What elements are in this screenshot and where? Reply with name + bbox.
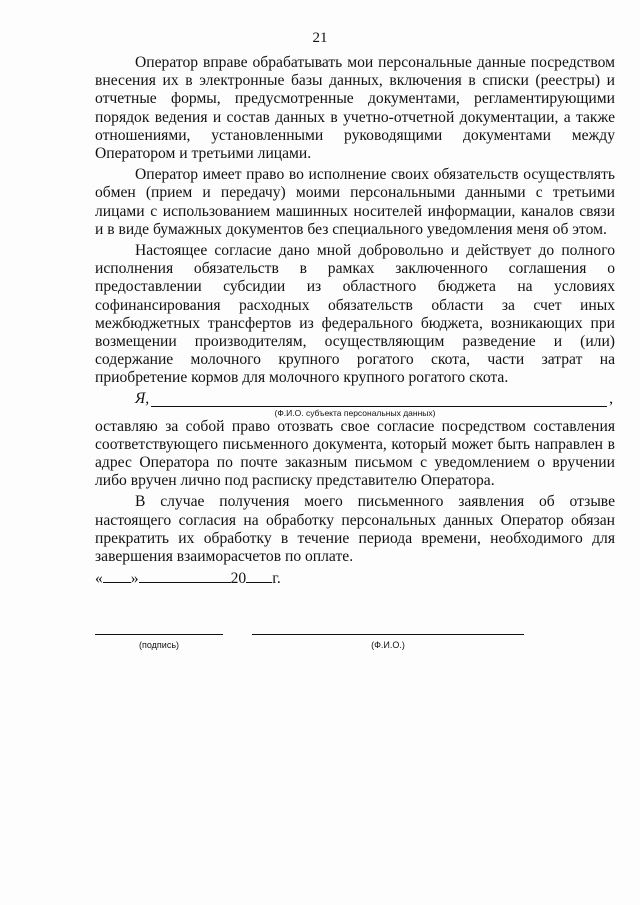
paragraph-consent-duration: Настоящее согласие дано мной добровольно и действует до полного исполнения обязательств в рамках заключенного соглашения о предоставлении субсидии из областного бюджета на условиях софинансирования расходных обязательств области за счет иных межбюджетных трансфертов из федерального бюджета, возникающих при возмещении производителям, осуществляющим разведение и (или) содержание молочного крупного рогатого скота, части затрат на приобретение кормов для молочного крупного рогатого скота. bbox=[95, 242, 615, 387]
after-name-block bbox=[95, 418, 615, 567]
year-suffix: г. bbox=[272, 570, 281, 587]
date-close-quote: » bbox=[130, 570, 139, 587]
ya-trailing-comma: , bbox=[609, 389, 613, 407]
date-line bbox=[95, 570, 281, 588]
signature-caption: (подпись) bbox=[138, 640, 180, 650]
paragraph-data-exchange: Оператор имеет право во исполнение своих обязательств осуществлять обмен (прием и передачу) моими персональными данными с третьими лицами с использованием машинных носителей информации, каналов связи и в виде бумажных документов без специального уведомления меня об этом. bbox=[95, 166, 615, 238]
subject-name-line bbox=[95, 389, 615, 418]
paragraph-processing-rights: Оператор вправе обрабатывать мои персональные данные посредством внесения их в электронные базы данных, включения в списки (реестры) и отчетные формы, предусмотренные документами, регламентирующими порядок ведения и состав данных в учетно-отчетной документации, а также отношениями, установленными руководящими документами между Оператором и третьими лицами. bbox=[95, 54, 615, 163]
paragraph-revocation-effect: В случае получения моего письменного заявления об отзыве настоящего согласия на обработку персональных данных Оператор обязан прекратить их обработку в течение периода времени, необходимого для завершения взаиморасчетов по оплате. bbox=[95, 493, 615, 566]
year-blank[interactable] bbox=[246, 570, 272, 583]
year-prefix: 20 bbox=[230, 570, 247, 587]
signature-blank[interactable] bbox=[95, 634, 223, 635]
date-open-quote: « bbox=[95, 570, 103, 587]
subject-name-blank[interactable] bbox=[151, 406, 607, 407]
day-blank[interactable] bbox=[103, 570, 131, 583]
full-name-blank[interactable] bbox=[252, 634, 524, 635]
ya-label: Я, bbox=[135, 389, 150, 407]
subject-name-caption: (Ф.И.О. субъекта персональных данных) bbox=[274, 407, 436, 418]
page-number: 21 bbox=[312, 30, 328, 46]
full-name-caption: (Ф.И.О.) bbox=[371, 640, 405, 650]
body-text bbox=[95, 54, 615, 569]
paragraph-revocation-right: оставляю за собой право отозвать свое согласие посредством составления соответствующего письменного документа, который может быть направлен в адрес Оператора по почте заказным письмом с уведомлением о вручении либо вручен лично под расписку представителю Оператора. bbox=[95, 417, 615, 490]
month-blank[interactable] bbox=[139, 570, 231, 583]
